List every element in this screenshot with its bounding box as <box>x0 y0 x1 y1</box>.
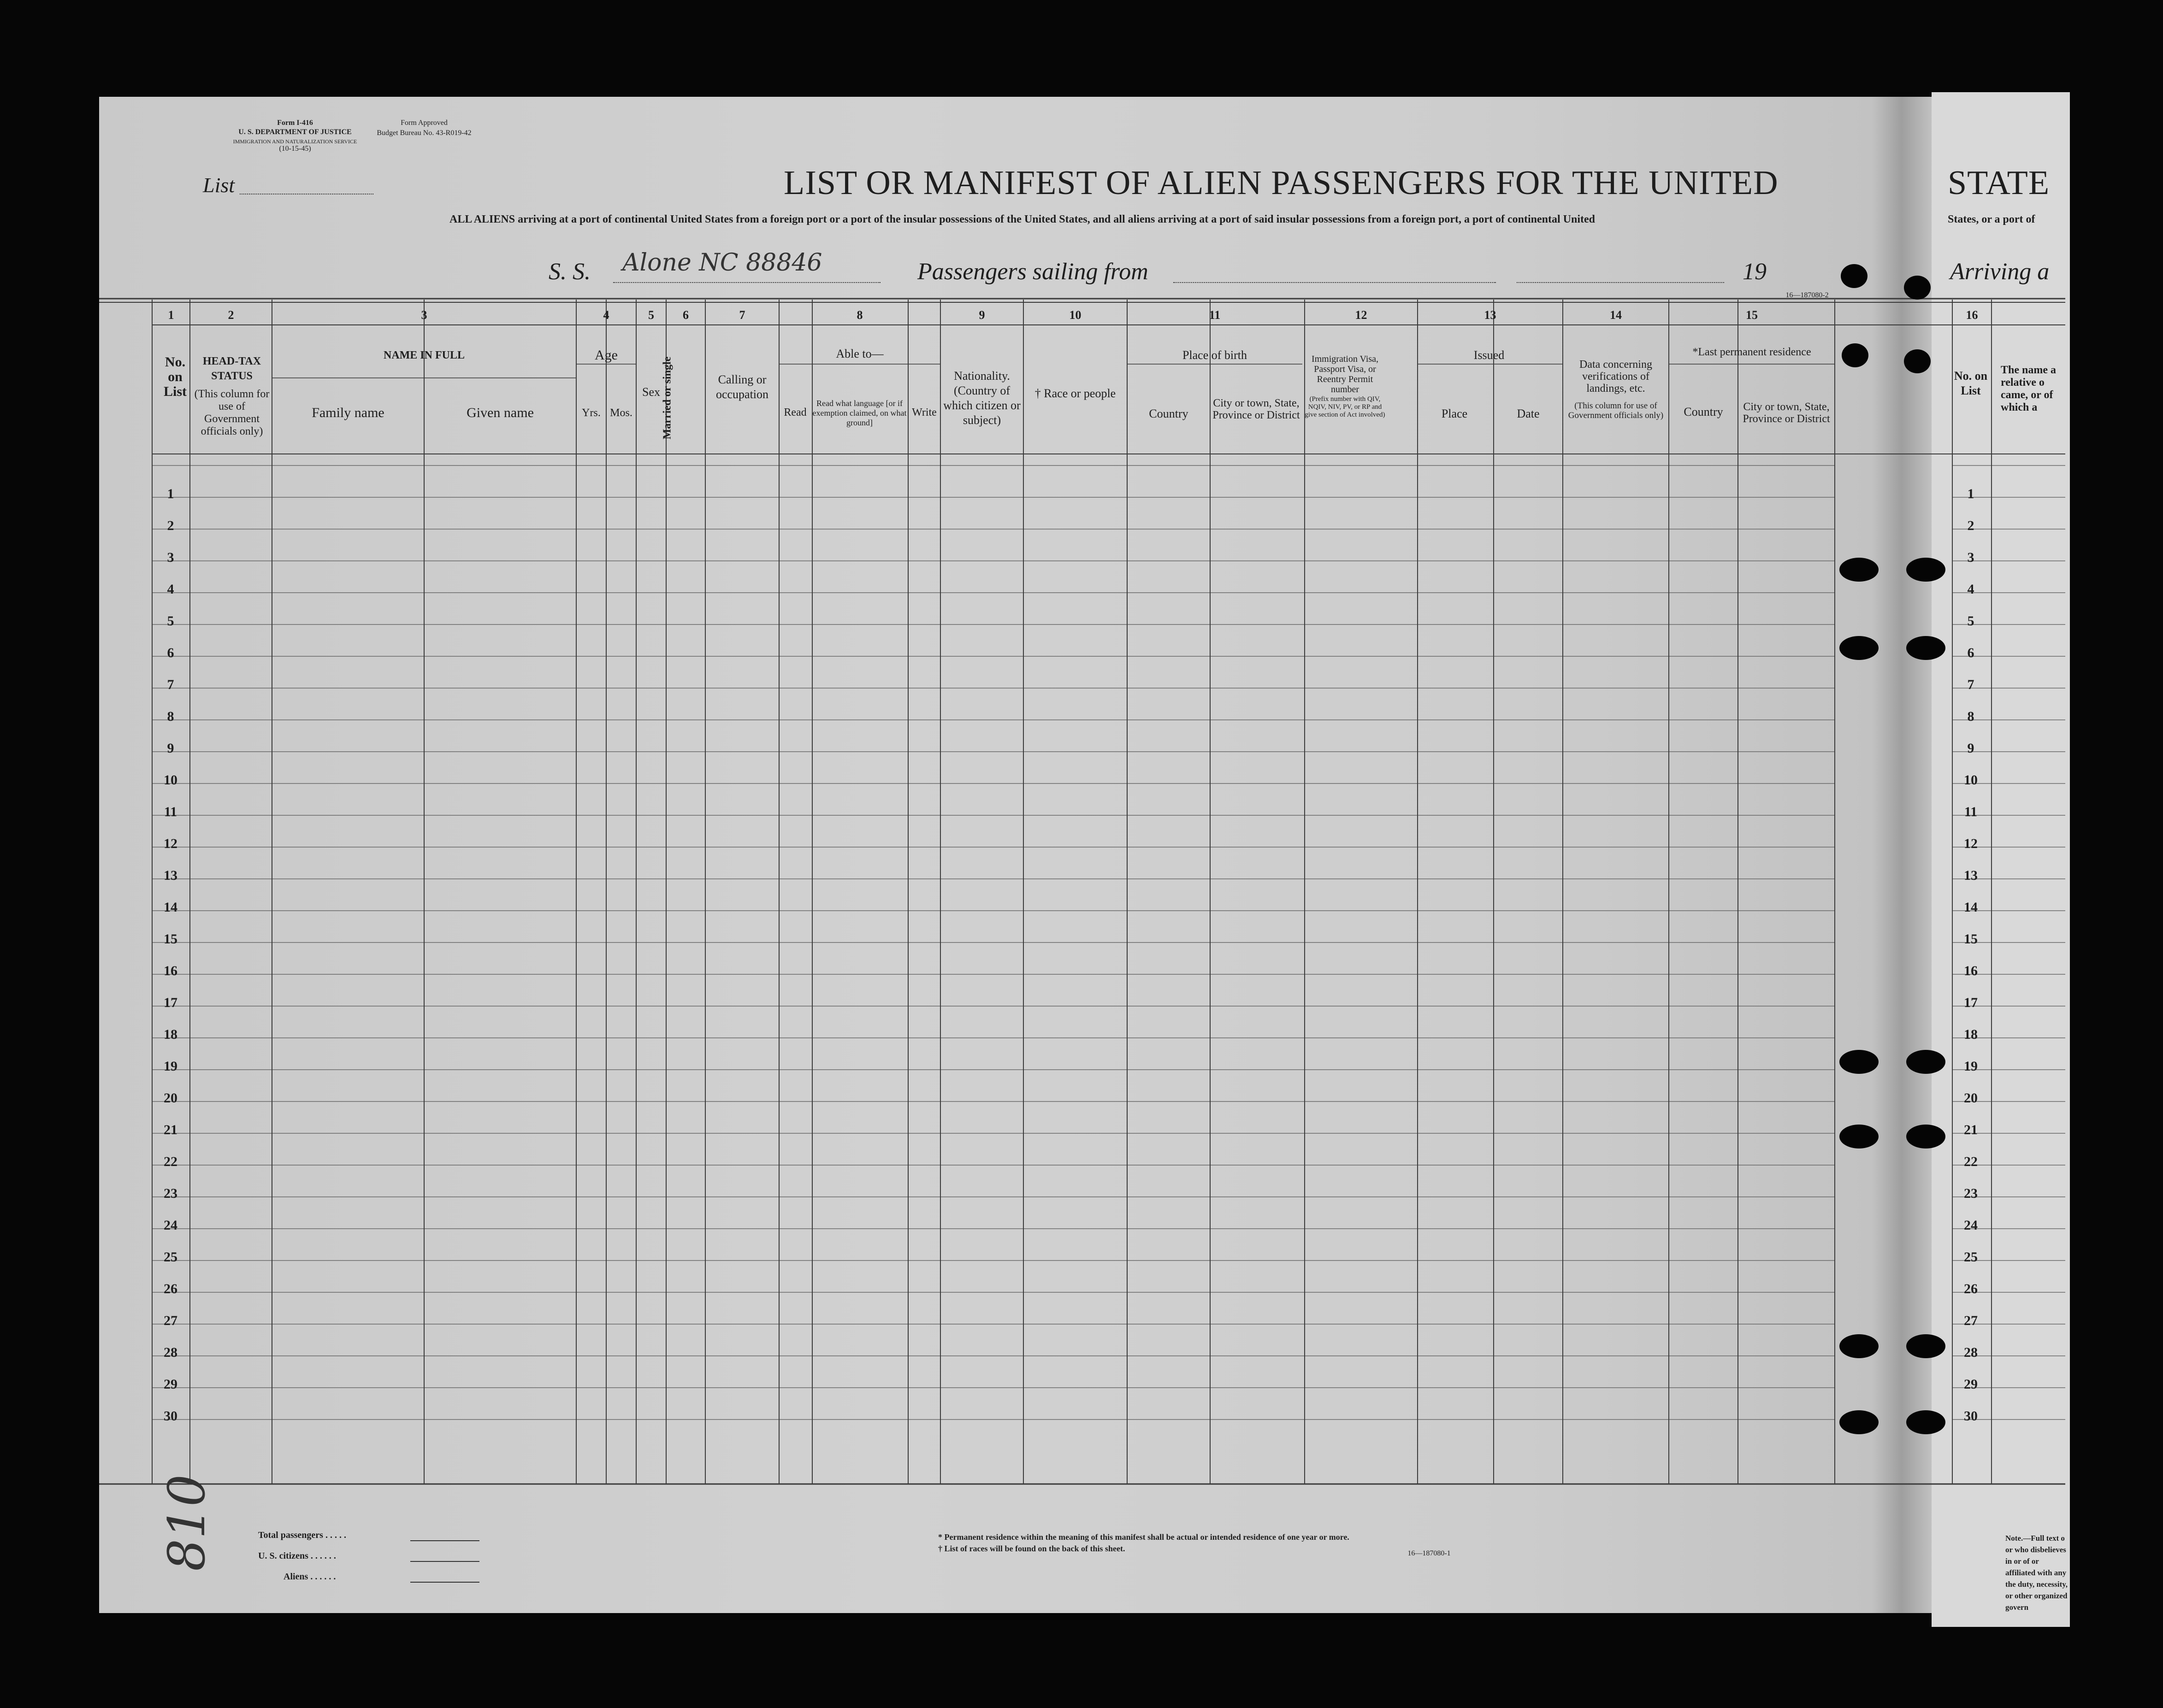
row-number: 10 <box>164 772 177 788</box>
budget-bureau: Budget Bureau No. 43-R019-42 <box>377 129 472 137</box>
row-number: 3 <box>167 550 174 565</box>
col-head-tax-note: (This column for use of Government officials only) <box>194 388 270 437</box>
row-number: 7 <box>167 677 174 692</box>
row-number: 30 <box>1964 1408 1978 1424</box>
print-code: 16—187080-2 <box>1785 291 1829 299</box>
row-number: 13 <box>1964 868 1978 883</box>
column-number: 10 <box>1069 308 1082 322</box>
ship-name-handwritten: Alone NC 88846 <box>622 249 822 277</box>
punch-hole <box>1906 1050 1945 1074</box>
row-number: 20 <box>1964 1090 1978 1106</box>
form-date: (10-15-45) <box>279 145 311 153</box>
form-service: IMMIGRATION AND NATURALIZATION SERVICE <box>233 138 357 145</box>
column-number: 6 <box>683 308 689 322</box>
column-number: 3 <box>421 308 427 322</box>
col-married: Married or single <box>661 356 674 440</box>
row-number: 23 <box>164 1186 177 1201</box>
row-number: 2 <box>167 518 174 533</box>
row-number: 18 <box>164 1027 177 1042</box>
column-number: 12 <box>1355 308 1367 322</box>
row-number: 26 <box>1964 1281 1978 1296</box>
row-number: 17 <box>164 995 177 1010</box>
row-number: 4 <box>167 582 174 597</box>
form-dept: U. S. DEPARTMENT OF JUSTICE <box>238 128 352 136</box>
column-number: 9 <box>979 308 985 322</box>
col-write: Write <box>912 406 937 418</box>
col-last-residence: *Last permanent residence <box>1692 346 1811 358</box>
punch-hole <box>1841 264 1868 288</box>
year-label: 19 <box>1743 259 1767 285</box>
row-number: 16 <box>1964 963 1978 978</box>
row-number: 12 <box>1964 836 1978 851</box>
column-number: 2 <box>228 308 234 322</box>
col-birth-country: Country <box>1149 407 1188 420</box>
punch-hole <box>1839 1334 1879 1358</box>
arriving-label: Arriving a <box>1950 259 2050 285</box>
row-number: 17 <box>1964 995 1978 1010</box>
col-visa: Immigration Visa, Passport Visa, or Reentry Permit number <box>1311 354 1379 395</box>
row-number: 12 <box>164 836 177 851</box>
row-number: 27 <box>1964 1313 1978 1328</box>
col-head-tax: HEAD-TAX STATUS <box>202 355 261 382</box>
row-number: 9 <box>167 741 174 756</box>
col-name-in-full: NAME IN FULL <box>383 349 465 361</box>
row-number: 22 <box>164 1154 177 1169</box>
footnote-note: Note.—Full text o or who disbelieves in or of or affiliated with any the duty, necessity, or other organized govern <box>2005 1534 2068 1612</box>
row-number: 11 <box>1964 804 1978 819</box>
column-number: 16 <box>1966 308 1978 322</box>
col-place-of-birth: Place of birth <box>1182 348 1247 362</box>
col-sex: Sex <box>642 385 660 399</box>
ss-label: S. S. <box>549 259 591 285</box>
row-number: 25 <box>1964 1249 1978 1265</box>
row-number: 8 <box>1967 709 1974 724</box>
row-number: 29 <box>1964 1377 1978 1392</box>
row-number: 6 <box>167 645 174 660</box>
col-birth-city: City or town, State, Province or District <box>1212 397 1300 421</box>
col-given-name: Given name <box>467 405 534 420</box>
aliens-label: Aliens . . . . . . <box>284 1572 336 1582</box>
row-number: 14 <box>1964 900 1978 915</box>
punch-hole <box>1839 1125 1879 1148</box>
col-no-on-list: No. on List <box>164 354 187 399</box>
row-number: 24 <box>164 1218 177 1233</box>
row-number: 7 <box>1967 677 1974 692</box>
column-number: 4 <box>603 308 609 322</box>
manifest-subtitle: ALL ALIENS arriving at a port of continental United States from a foreign port or a port of the insular possessions of the United States, and all aliens arriving at a port of said insular possessions from a foreign port, a port of continental United <box>449 213 1595 225</box>
row-number: 23 <box>1964 1186 1978 1201</box>
row-number: 3 <box>1967 550 1974 565</box>
footnote-permanent: * Permanent residence within the meaning of this manifest shall be actual or intended residence of one year or more. <box>938 1532 1349 1542</box>
row-number: 27 <box>164 1313 177 1328</box>
punch-hole <box>1839 636 1879 660</box>
row-number: 16 <box>164 963 177 978</box>
row-number: 29 <box>164 1377 177 1392</box>
row-number: 9 <box>1967 741 1974 756</box>
punch-hole <box>1839 1410 1879 1434</box>
col-issued-place: Place <box>1441 407 1468 420</box>
column-number: 13 <box>1484 308 1496 322</box>
manifest-subtitle-cont: States, or a port of <box>1948 213 2035 225</box>
col-able-to: Able to— <box>836 347 884 360</box>
col-issued: Issued <box>1473 348 1505 362</box>
column-number: 5 <box>648 308 654 322</box>
col-residence-city: City or town, State, Province or District <box>1743 401 1830 425</box>
column-number: 11 <box>1209 308 1221 322</box>
col-family-name: Family name <box>312 405 384 420</box>
print-code-bottom: 16—187080-1 <box>1407 1549 1451 1557</box>
punch-hole <box>1906 1125 1945 1148</box>
row-number: 22 <box>1964 1154 1978 1169</box>
punch-hole <box>1839 558 1879 582</box>
total-passengers-field[interactable] <box>410 1540 479 1541</box>
row-number: 28 <box>1964 1345 1978 1360</box>
form-number: Form I-416 <box>277 119 313 127</box>
col-read-language: Read what language [or if exemption claimed, on what ground] <box>812 399 907 427</box>
row-number: 13 <box>164 868 177 883</box>
us-citizens-label: U. S. citizens . . . . . . <box>258 1551 336 1561</box>
row-number: 15 <box>1964 931 1978 947</box>
column-number: 7 <box>739 308 745 322</box>
col-data-concerning: Data concerning verifications of landings, etc. <box>1579 359 1652 395</box>
row-number: 20 <box>164 1090 177 1106</box>
col-nationality: Nationality. (Country of which citizen or subject) <box>943 369 1021 427</box>
row-number: 25 <box>164 1249 177 1265</box>
column-number: 14 <box>1610 308 1622 322</box>
col-read: Read <box>784 406 807 418</box>
punch-hole <box>1906 558 1945 582</box>
row-number: 19 <box>164 1059 177 1074</box>
row-number: 5 <box>1967 613 1974 629</box>
row-number: 15 <box>164 931 177 947</box>
punch-hole <box>1904 276 1931 300</box>
row-number: 14 <box>164 900 177 915</box>
row-number: 5 <box>167 613 174 629</box>
row-number: 28 <box>164 1345 177 1360</box>
col-relative: The name a relative o came, or of which a <box>2001 364 2056 413</box>
col-mos: Mos. <box>610 407 632 419</box>
col-age: Age <box>595 347 618 363</box>
col-calling: Calling or occupation <box>715 373 769 401</box>
footnote-races: † List of races will be found on the back of this sheet. <box>938 1544 1125 1553</box>
column-number: 8 <box>857 308 863 322</box>
col-no-on-list-right: No. on List <box>1954 369 1988 397</box>
col-residence-country: Country <box>1684 405 1723 418</box>
sailing-from-label: Passengers sailing from <box>917 259 1148 285</box>
us-citizens-field[interactable] <box>410 1561 479 1562</box>
row-number: 21 <box>164 1122 177 1137</box>
punch-hole <box>1906 1410 1945 1434</box>
row-number: 6 <box>1967 645 1974 660</box>
col-issued-date: Date <box>1517 407 1540 420</box>
punch-hole <box>1904 349 1931 373</box>
manifest-title-cont: STATE <box>1948 164 2050 202</box>
row-number: 8 <box>167 709 174 724</box>
total-passengers-label: Total passengers . . . . . <box>258 1530 346 1540</box>
punch-hole <box>1839 1050 1879 1074</box>
row-number: 18 <box>1964 1027 1978 1042</box>
punch-hole <box>1906 636 1945 660</box>
row-number: 1 <box>1967 486 1974 501</box>
col-data-note: (This column for use of Government officials only) <box>1568 401 1664 420</box>
row-number: 4 <box>1967 582 1974 597</box>
margin-handwritten-number: 810 <box>157 1474 216 1571</box>
row-number: 26 <box>164 1281 177 1296</box>
aliens-field[interactable] <box>410 1582 479 1583</box>
col-yrs: Yrs. <box>582 407 601 419</box>
list-label: List <box>203 173 235 197</box>
row-number: 11 <box>164 804 177 819</box>
punch-hole <box>1906 1334 1945 1358</box>
row-number: 21 <box>1964 1122 1978 1137</box>
row-number: 10 <box>1964 772 1978 788</box>
column-number: 15 <box>1746 308 1758 322</box>
row-number: 19 <box>1964 1059 1978 1074</box>
manifest-title: LIST OR MANIFEST OF ALIEN PASSENGERS FOR THE UNITED <box>784 164 1779 202</box>
punch-hole <box>1842 343 1868 367</box>
row-number: 24 <box>1964 1218 1978 1233</box>
col-visa-note: (Prefix number with QIV, NQIV, NIV, PV, or RP and give section of Act involved) <box>1305 395 1385 418</box>
row-number: 2 <box>1967 518 1974 533</box>
row-number: 30 <box>164 1408 177 1424</box>
row-number: 1 <box>167 486 174 501</box>
column-number: 1 <box>168 308 174 322</box>
col-race: † Race or people <box>1034 387 1116 400</box>
form-approved: Form Approved <box>401 119 448 127</box>
